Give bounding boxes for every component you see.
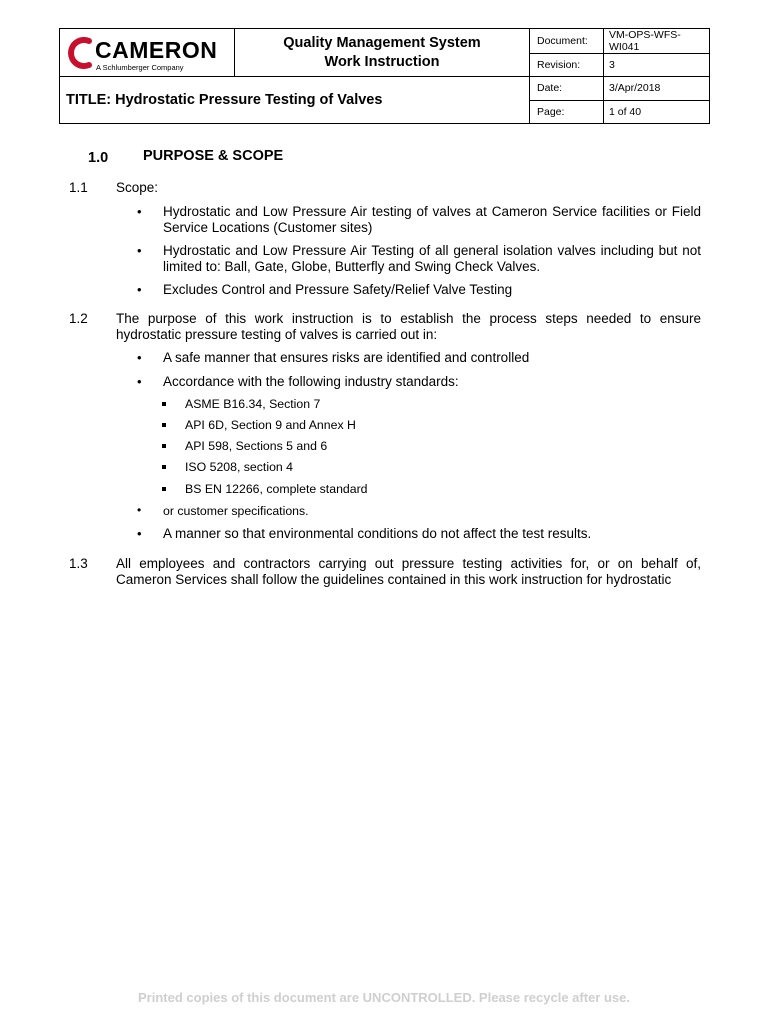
square-bullet-icon	[162, 402, 166, 406]
list-item-text: A safe manner that ensures risks are identified and controlled	[163, 350, 530, 365]
document-header-table	[59, 28, 710, 124]
logo-brand-text: CAMERON	[95, 37, 218, 63]
cameron-logo	[66, 35, 234, 71]
clause-number-1-3: 1.3	[69, 556, 88, 571]
system-title: Quality Management System	[283, 34, 481, 51]
logo-cell	[60, 29, 235, 77]
bullet-icon: •	[137, 282, 142, 297]
system-title-cell	[235, 29, 530, 77]
cameron-c-icon	[66, 36, 94, 70]
bullet-icon: •	[137, 503, 142, 517]
standard-item-text: API 6D, Section 9 and Annex H	[185, 418, 356, 432]
clause-number-1-1: 1.1	[69, 180, 88, 195]
section-title: PURPOSE & SCOPE	[143, 148, 284, 164]
square-bullet-icon	[162, 487, 166, 491]
date-label: Date:	[530, 77, 604, 101]
square-bullet-icon	[162, 465, 166, 469]
page-value: 1 of 40	[604, 100, 710, 124]
square-bullet-icon	[162, 444, 166, 448]
bullet-icon: •	[137, 204, 142, 219]
revision-value: 3	[604, 54, 710, 77]
document-value: VM-OPS-WFS-WI041	[604, 29, 710, 54]
uncontrolled-copy-notice: Printed copies of this document are UNCONTROLLED. Please recycle after use.	[138, 990, 630, 1005]
list-item-text: A manner so that environmental conditions do not affect the test results.	[163, 526, 592, 541]
list-item-text: Hydrostatic and Low Pressure Air testing of valves at Cameron Service facilities or Field Service Locations (Customer sites)	[163, 204, 701, 235]
system-subtitle: Work Instruction	[324, 53, 440, 70]
clause-1-1-text: Scope:	[116, 180, 159, 195]
bullet-icon: •	[137, 350, 142, 365]
section-number: 1.0	[88, 150, 109, 166]
list-item-text: Hydrostatic and Low Pressure Air Testing of all general isolation valves including but not limited to: Ball, Gate, Globe, Butterfly and Swing Check Valves.	[163, 243, 701, 274]
bullet-icon: •	[137, 526, 142, 541]
standard-item-text: BS EN 12266, complete standard	[185, 482, 368, 496]
clause-1-3-text: All employees and contractors carrying out pressure testing activities for, or on behalf of, Cameron Services shall follow the guidelines contained in this work instruction for hydrostatic	[116, 556, 701, 587]
page-label: Page:	[530, 100, 604, 124]
standard-item-text: ISO 5208, section 4	[185, 460, 294, 474]
list-item-text: Accordance with the following industry standards:	[163, 374, 459, 389]
bullet-icon: •	[137, 243, 142, 258]
list-item-text: Excludes Control and Pressure Safety/Relief Valve Testing	[163, 282, 513, 297]
revision-label: Revision:	[530, 54, 604, 77]
document-label: Document:	[530, 29, 604, 54]
clause-number-1-2: 1.2	[69, 311, 88, 326]
document-title: TITLE: Hydrostatic Pressure Testing of Valves	[60, 77, 530, 124]
date-value: 3/Apr/2018	[604, 77, 710, 101]
bullet-icon: •	[137, 374, 142, 389]
logo-tagline: A Schlumberger Company	[96, 63, 184, 72]
list-item-text: or customer specifications.	[163, 504, 309, 518]
square-bullet-icon	[162, 423, 166, 427]
clause-1-2-text: The purpose of this work instruction is to establish the process steps needed to ensure hydrostatic pressure testing of valves is carried out in:	[116, 311, 701, 342]
standard-item-text: ASME B16.34, Section 7	[185, 397, 321, 411]
standard-item-text: API 598, Sections 5 and 6	[185, 439, 328, 453]
